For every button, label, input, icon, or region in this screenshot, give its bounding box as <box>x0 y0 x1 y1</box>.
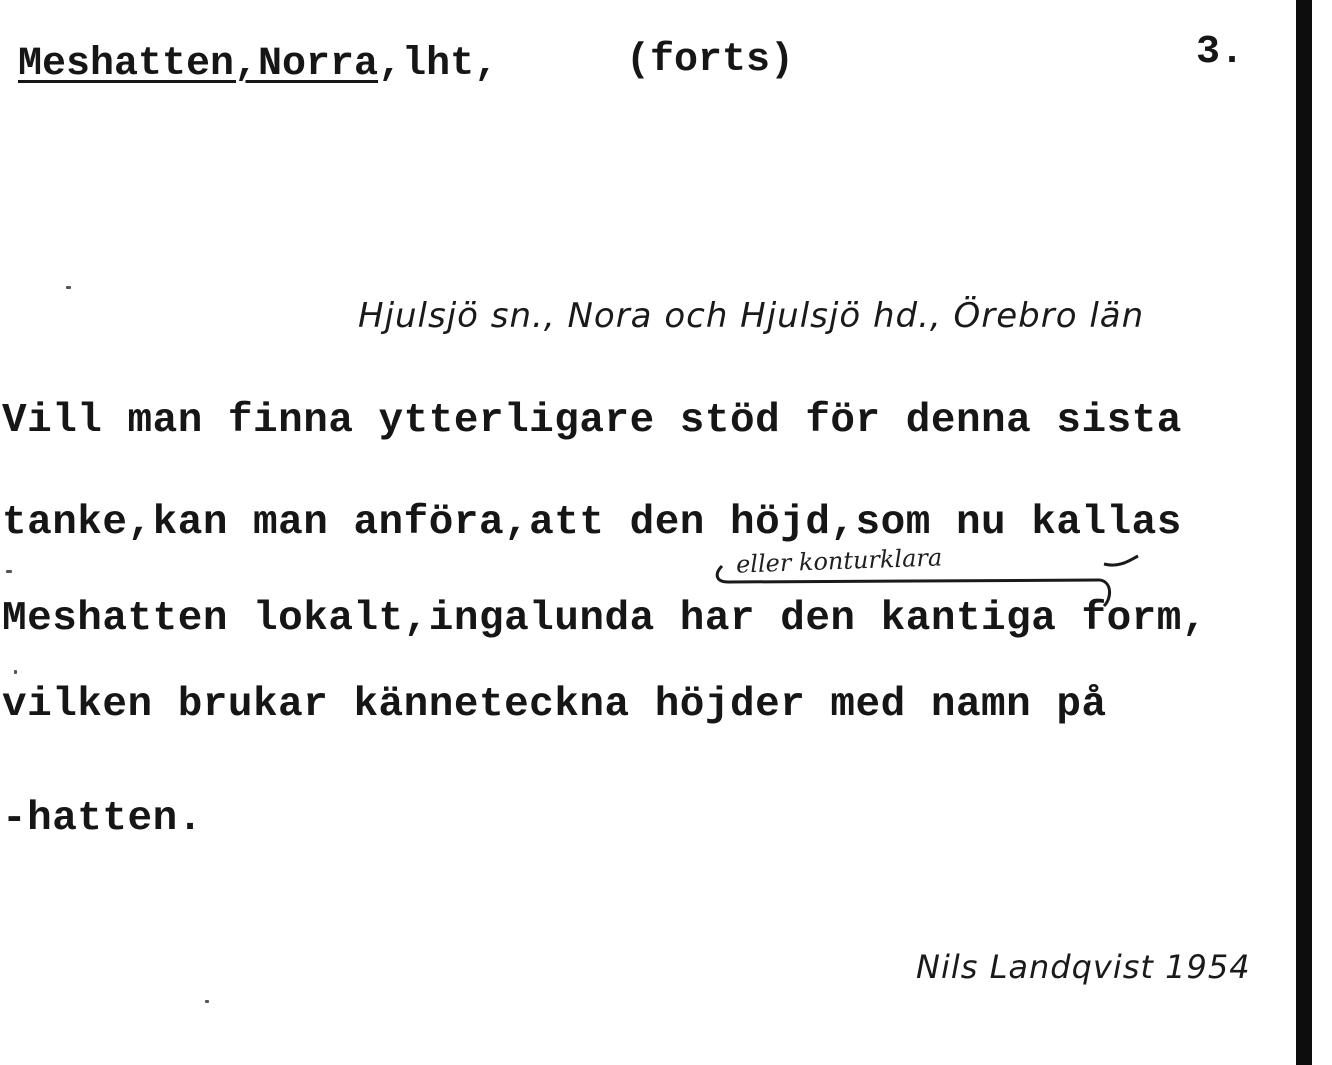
scan-speck <box>6 570 12 573</box>
author-signature: Nils Landqvist 1954 <box>916 948 1251 986</box>
body-text-line-4: vilken brukar känneteckna höjder med namn på <box>2 682 1107 728</box>
location-line: Hjulsjö sn., Nora och Hjulsjö hd., Örebro län <box>358 296 1145 336</box>
card-edge-border <box>1296 0 1312 1065</box>
scan-speck <box>66 286 71 289</box>
body-text-line-1: Vill man finna ytterligare stöd för denna sista <box>2 398 1182 444</box>
body-text-line-5: -hatten. <box>2 796 203 842</box>
handwritten-insert: eller konturklara <box>735 543 943 579</box>
scan-speck <box>205 1000 209 1003</box>
card-header <box>18 40 498 90</box>
place-type-suffix: ,lht, <box>378 42 499 87</box>
scan-speck <box>14 670 17 674</box>
body-text-line-3: Meshatten lokalt,ingalunda har den kantiga form, <box>2 596 1207 642</box>
place-name-heading: Meshatten,Norra <box>18 42 379 87</box>
body-text-line-2: tanke,kan man anföra,att den höjd,som nu kallas <box>2 500 1182 546</box>
card-number: 3. <box>1196 30 1245 75</box>
continuation-note: (forts) <box>626 38 795 83</box>
